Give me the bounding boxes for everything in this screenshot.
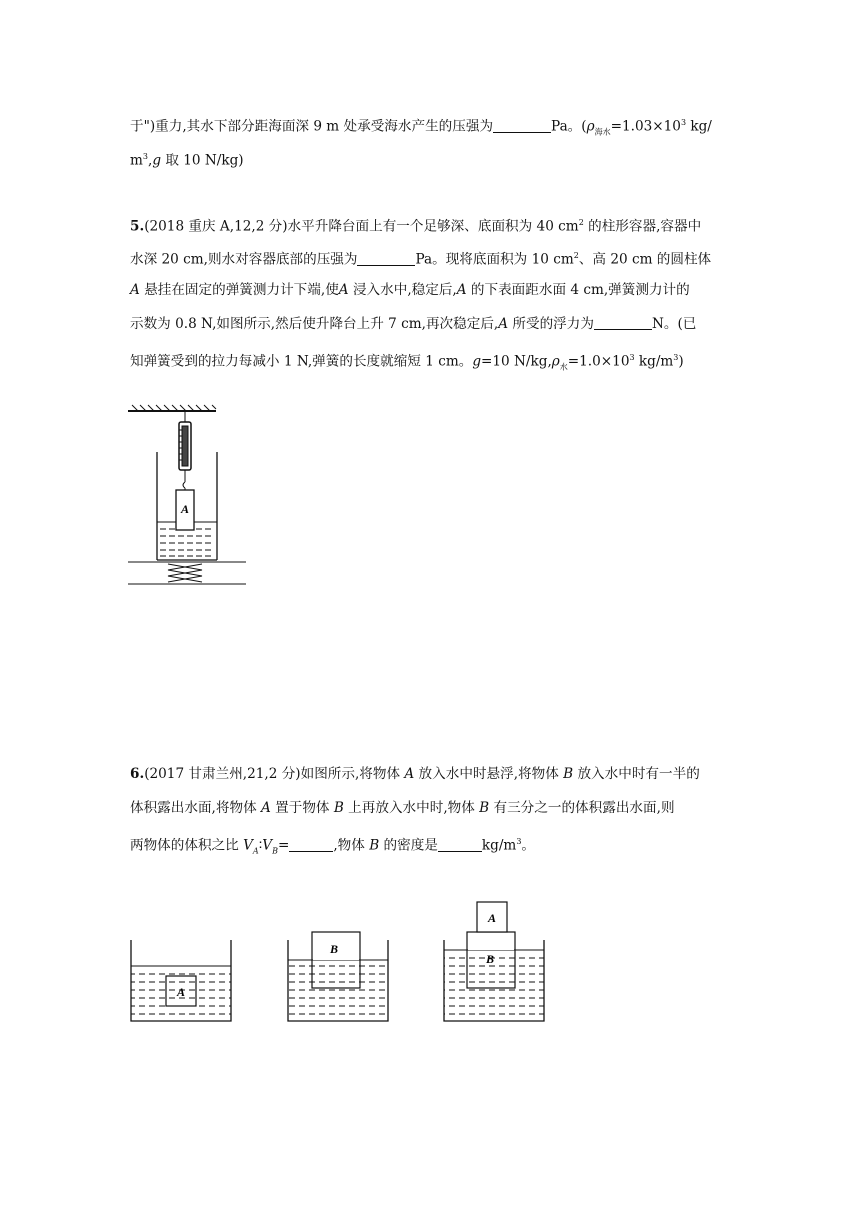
subscript: B [272, 846, 278, 856]
superscript: 3 [629, 353, 635, 362]
superscript: 2 [578, 218, 584, 227]
cylinder-A-label: A [181, 502, 190, 516]
var-V: V [262, 837, 273, 854]
ceiling-support [128, 405, 216, 411]
var-B: B [369, 837, 380, 854]
q5-text: ) [678, 353, 684, 370]
q5-text: 、高 20 cm 的圆柱体 [578, 251, 712, 268]
q6-text: = [277, 837, 290, 854]
var-A: A [261, 800, 271, 816]
question-number: 5. [130, 218, 145, 235]
answer-blank[interactable] [357, 251, 415, 266]
subscript: 海水 [594, 127, 611, 137]
q6-text: 有三分之一的体积露出水面,则 [489, 800, 675, 816]
q4-line-2 [130, 147, 244, 171]
superscript: 2 [573, 251, 579, 260]
q4-text: m [130, 152, 143, 169]
q5-text: 示数为 0.8 N,如图所示,然后使升降台上升 7 cm,再次稳定后, [130, 316, 499, 332]
q6-text: 放入水中时有一半的 [573, 766, 700, 782]
q5-text: 所受的浮力为 [508, 316, 594, 332]
q6-text: kg/m [481, 837, 517, 854]
q5-text: 浸入水中,稳定后, [348, 282, 457, 298]
beaker-2 [288, 932, 388, 1021]
q6-text: (2017 甘肃兰州,21,2 分)如图所示,将物体 [144, 766, 405, 782]
answer-blank[interactable] [594, 315, 652, 330]
q6-figures [128, 898, 550, 1024]
var-V: V [243, 837, 253, 854]
q6-line-1 [130, 764, 700, 784]
q5-text: 水深 20 cm,则水对容器底部的压强为 [130, 251, 358, 268]
q5-text: =1.0×10 [567, 353, 630, 370]
q6-text: 上再放入水中时,物体 [343, 800, 480, 816]
q5-line-4 [130, 314, 696, 334]
rho-symbol: ρ [551, 353, 560, 370]
var-A: A [404, 766, 415, 782]
var-A: A [130, 282, 140, 298]
answer-blank[interactable] [289, 837, 333, 852]
q4-text: kg/ [686, 118, 712, 135]
q4-text: , [147, 152, 153, 169]
q5-figure [128, 404, 246, 588]
beaker-3 [444, 902, 544, 1021]
q5-line-5 [130, 348, 684, 377]
q6-text: 的密度是 [379, 837, 438, 854]
q6-text: 两物体的体积之比 [130, 837, 244, 854]
q6-text: ,物体 [333, 837, 370, 854]
q6-line-2 [130, 798, 675, 818]
superscript: 3 [680, 118, 687, 127]
q5-text: 的柱形容器,容器中 [583, 218, 702, 235]
answer-blank[interactable] [438, 837, 482, 852]
q5-text: N。(已 [651, 316, 697, 332]
superscript: 3 [516, 837, 522, 846]
object-B-stacked-label: B [486, 952, 495, 966]
q5-text: =10 N/kg, [481, 353, 552, 370]
q5-text: (2018 重庆 A,12,2 分)水平升降台面上有一个足够深、底面积为 40 cm [144, 218, 579, 235]
q5-text: kg/m [634, 353, 674, 370]
q5-text: 知弹簧受到的拉力每减小 1 N,弹簧的长度就缩短 1 cm。 [130, 353, 473, 370]
question-number: 6. [130, 766, 145, 782]
q6-line-3 [130, 832, 535, 861]
answer-blank[interactable] [493, 118, 551, 133]
q5-text: 悬挂在固定的弹簧测力计下端,使 [139, 282, 339, 298]
object-A-on-B-label: A [488, 911, 497, 925]
superscript: 3 [673, 353, 679, 362]
q6-text: 体积露出水面,将物体 [130, 800, 261, 816]
object-B-label: B [330, 942, 339, 956]
beaker-1 [131, 940, 231, 1021]
subscript: A [252, 846, 259, 856]
var-B: B [333, 800, 344, 816]
rho-symbol: ρ [586, 118, 595, 135]
var-A: A [456, 282, 467, 298]
q6-text: 放入水中时悬浮,将物体 [414, 766, 564, 782]
lift-platform [128, 562, 246, 584]
spring-scale [179, 411, 191, 490]
g-symbol: g [152, 152, 162, 169]
q4-text: =1.03×10 [610, 118, 681, 135]
var-B: B [479, 800, 490, 816]
q4-text: 取 10 N/kg) [161, 152, 244, 169]
var-B: B [563, 766, 574, 782]
q5-line-2 [130, 246, 711, 270]
var-A: A [338, 282, 349, 298]
q4-text: Pa。( [551, 118, 587, 135]
water-2 [288, 960, 388, 1021]
ratio-colon: ∶ [258, 837, 263, 854]
q5-text: 的下表面距水面 4 cm,弹簧测力计的 [466, 282, 690, 298]
object-A-label: A [177, 985, 186, 999]
q5-line-1 [130, 213, 701, 237]
superscript: 3 [142, 152, 148, 161]
q6-text: 置于物体 [270, 800, 334, 816]
q4-text: 于")重力,其水下部分距海面深 9 m 处承受海水产生的压强为 [130, 118, 494, 135]
q4-line-1 [130, 113, 712, 142]
q6-text: 。 [521, 837, 535, 854]
q5-line-3 [130, 280, 690, 300]
q5-text: Pa。现将底面积为 10 cm [415, 251, 574, 268]
subscript: 水 [559, 362, 568, 372]
g-symbol: g [472, 353, 482, 370]
var-A: A [498, 316, 509, 332]
